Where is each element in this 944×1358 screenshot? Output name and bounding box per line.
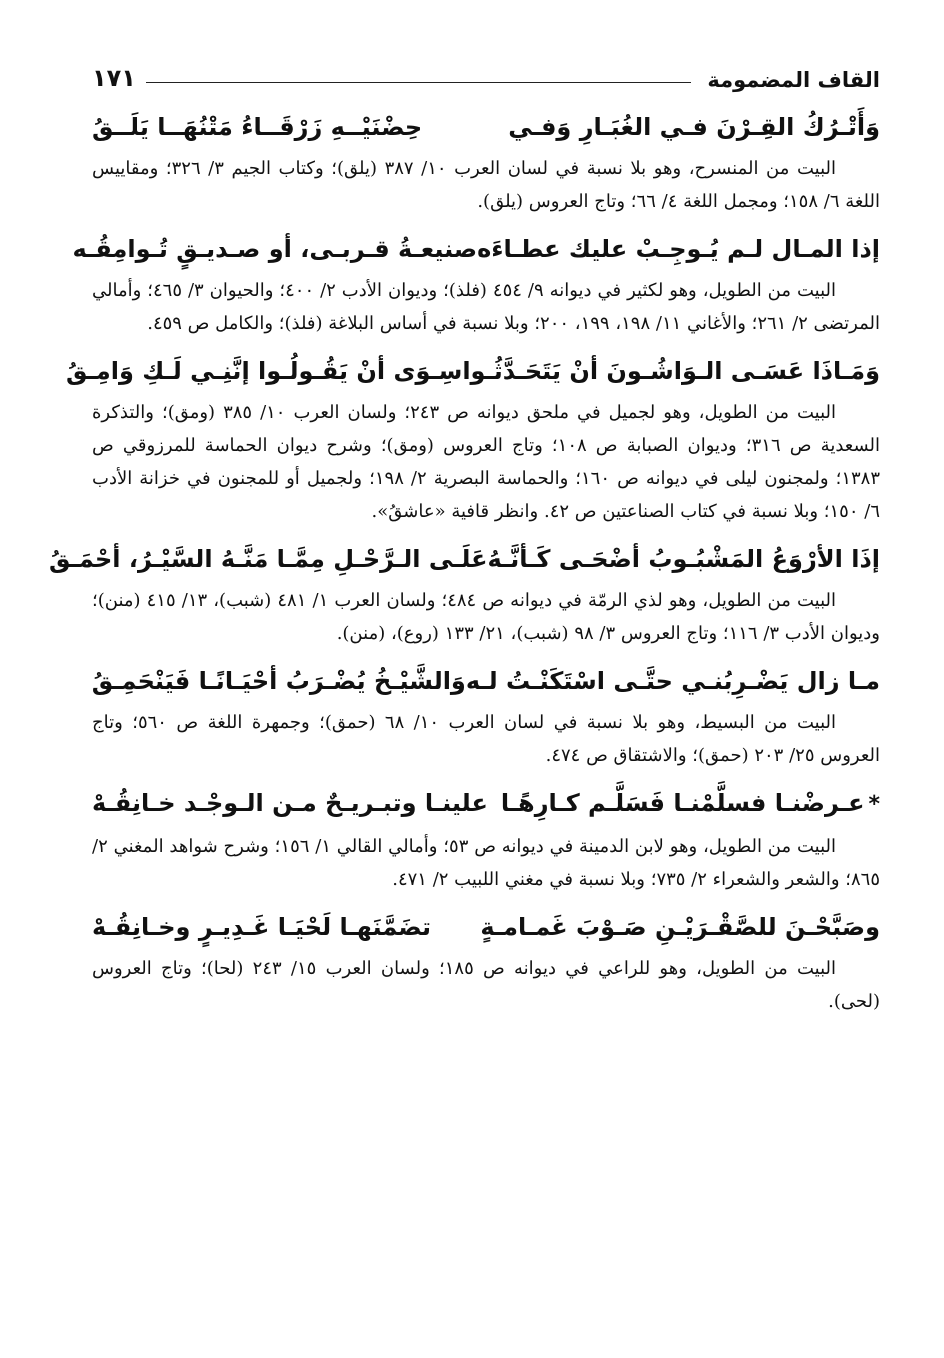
second-hemistich: تضَمَّنَهـا لَحْيَـا غَـدِيـرٍ وخـانِقُـهْ <box>92 913 432 941</box>
verse-line <box>49 534 880 584</box>
verse-line <box>92 902 880 952</box>
verse-note: البيت من الطويل، وهو للراعي في ديوانه ص ١٨٥؛ ولسان العرب ١٥/ ٢٤٣ (لحا)؛ وتاج العروس (لحى). <box>92 958 880 1012</box>
verse-entry <box>92 778 880 896</box>
verse-note: البيت من الطويل، وهو لابن الدمينة في ديوانه ص ٥٣؛ وأمالي القالي ١/ ١٥٦؛ وشرح شواهد المغني ٢/ ٨٦٥؛ والشعر والشعراء ٢/ ٧٣٥؛ وبلا نسبة في مغني اللبيب ٢/ ٤٧١. <box>92 836 880 890</box>
second-hemistich: سِـوَى أنْ يَقُـولُـوا إنَّنِـي لَـكِ وَامِـقُ <box>66 357 463 385</box>
verse-note: البيت من الطويل، وهو لذي الرمّة في ديوانه ص ٤٨٤؛ ولسان العرب ١/ ٤٨١ (شبب)، ١٣/ ٤١٥ (منن)؛ وديوان الأدب ٣/ ١١٦؛ وتاج العروس ٣/ ٩٨ (شبب)، ٢١/ ١٣٣ (روع)، (منن). <box>92 590 880 644</box>
verse-entry <box>72 224 880 340</box>
first-hemistich: إذَا الأرْوَعُ المَشْبُـوبُ أضْحَـى كَـأنَّـهُ <box>487 545 880 573</box>
verse-line <box>92 656 880 706</box>
first-hemistich-text: عـرضْنـا فسلَّمْنـا فَسَلَّـم كـارِهًـا <box>500 789 865 817</box>
verse-note: البيت من البسيط، وهو بلا نسبة في لسان العرب ١٠/ ٦٨ (حمق)؛ وجمهرة اللغة ص ٥٦٠؛ وتاج العروس ٢٥/ ٢٠٣ (حمق)؛ والاشتقاق ص ٤٧٤. <box>92 712 880 766</box>
first-hemistich <box>501 778 880 830</box>
first-hemistich: مـا زال يَضْـرِبُنـي حتَّـى اسْتَكَنْـتُ لـه <box>465 667 880 695</box>
second-hemistich: صنيعـةُ قـربـى، أو صـديـقٍ تُـوامِقُـه <box>72 235 478 263</box>
second-hemistich: وَالشَّيْـخُ يُضْـرَبُ أحْيَـانًـا فَيَنْحَمِـقُ <box>91 667 466 695</box>
first-hemistich: إذا المـال لـم يُـوجِـبْ عليك عطـاءَه <box>477 235 880 263</box>
first-hemistich: وصَبَّحْـنَ للصَّقْـرَيْـنِ صَـوْبَ غَمـامـةٍ <box>480 913 880 941</box>
verse-entry <box>92 102 880 218</box>
running-header <box>92 58 880 92</box>
verse-entry <box>49 534 880 650</box>
verse-line <box>72 224 880 274</box>
page-number: ١٧١ <box>92 64 136 92</box>
running-title: القاف المضمومة <box>707 68 880 92</box>
star-marker: * <box>868 792 880 817</box>
first-hemistich: وَأَتْـرُكُ القِـرْنَ فـي الغُبَـارِ وَفـي <box>508 113 880 141</box>
second-hemistich: حِضْنَيْــهِ زَرْقَــاءُ مَتْنُهَــا يَلَــقُ <box>92 113 423 141</box>
verse-line <box>66 346 880 396</box>
verse-note: البيت من الطويل، وهو لجميل في ملحق ديوانه ص ٢٤٣؛ ولسان العرب ١٠/ ٣٨٥ (ومق)؛ والتذكرة السعدية ص ٣١٦؛ وديوان الصبابة ص ١٠٨؛ وتاج العروس (ومق)؛ وشرح ديوان الحماسة للمرزوقي ص ١٣٨٣؛ ولمجنون ليلى في ديوانه ص ١٦٠؛ والحماسة البصرية ٢/ ١٩٨؛ ولجميل أو للمجنون في خزانة الأدب ٦/ ١٥٠؛ وبلا نسبة في كتاب الصناعتين ص ٤٢. وانظر قافية «عاشقُ». <box>92 402 881 522</box>
second-hemistich: عَلَـى الـرَّحْـلِ مِمَّـا مَنَّـهُ السَّيْـرُ، أحْمَـقُ <box>49 545 488 573</box>
verse-line <box>92 102 880 152</box>
second-hemistich: علينـا وتبـريـحٌ مـن الـوجْـد خـانِقُـهْ <box>92 789 488 817</box>
verse-entry <box>92 902 880 1018</box>
verse-entry <box>66 346 881 528</box>
verse-entry <box>92 656 880 772</box>
header-rule <box>146 82 691 83</box>
first-hemistich: وَمَـاذَا عَسَـى الـوَاشُـونَ أنْ يَتَحَـدَّثُـوا <box>462 357 880 385</box>
verse-line <box>92 778 880 830</box>
verse-note: البيت من الطويل، وهو لكثير في ديوانه ٩/ ٤٥٤ (فلذ)؛ وديوان الأدب ٢/ ٤٠٠؛ والحيوان ٣/ ٤٦٥؛ وأمالي المرتضى ٢/ ٢٦١؛ والأغاني ١١/ ١٩٨، ١٩٩، ٢٠٠؛ وبلا نسبة في أساس البلاغة (فلذ)؛ والكامل ص ٤٥٩. <box>92 280 880 334</box>
verse-note: البيت من المنسرح، وهو بلا نسبة في لسان العرب ١٠/ ٣٨٧ (يلق)؛ وكتاب الجيم ٣/ ٣٢٦؛ ومقاييس اللغة ٦/ ١٥٨؛ ومجمل اللغة ٤/ ٦٦؛ وتاج العروس (يلق). <box>92 158 880 212</box>
